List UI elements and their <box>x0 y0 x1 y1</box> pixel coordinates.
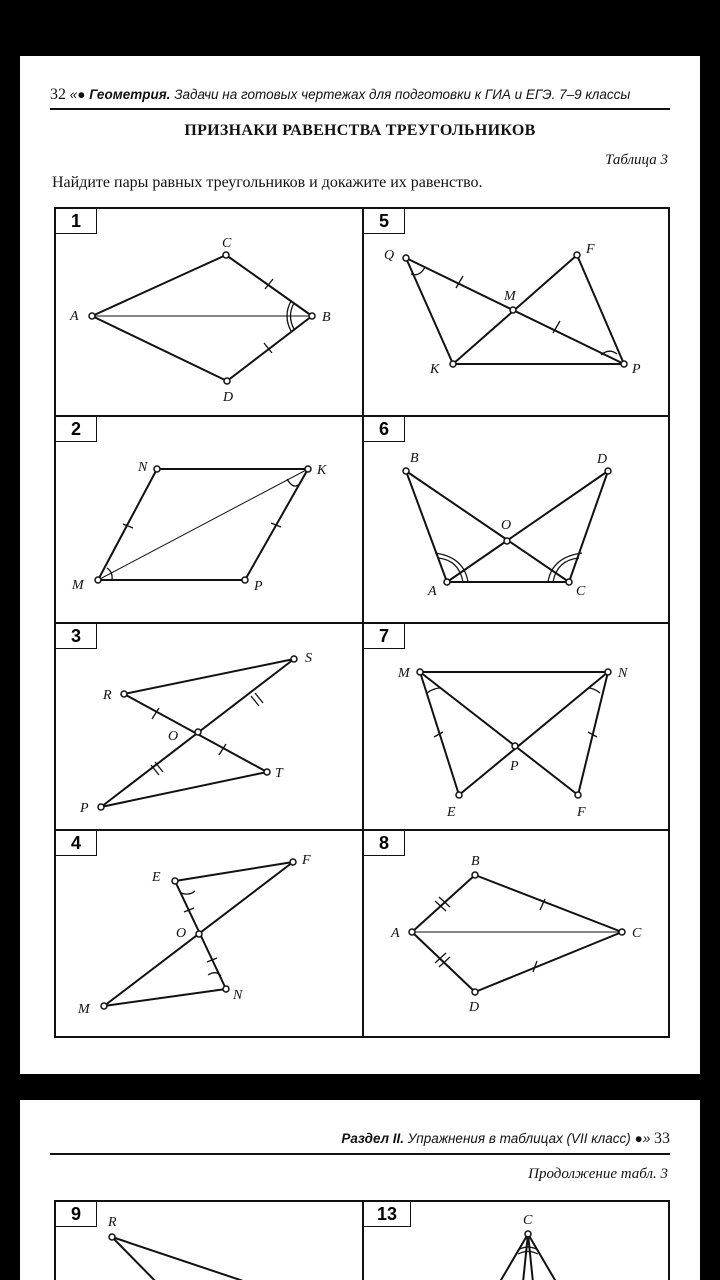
section-label: Раздел II. <box>341 1131 405 1146</box>
label-C: C <box>222 236 232 251</box>
task-text: Найдите пары равных треугольников и докажите их равенство. <box>52 174 483 191</box>
label-M: M <box>78 1002 90 1017</box>
figure-cell-7 <box>362 622 670 831</box>
figure-8-diagram <box>364 831 668 1036</box>
label-F: F <box>577 805 586 820</box>
label-B: B <box>410 451 419 466</box>
label-B: B <box>322 310 331 325</box>
figure-1-diagram <box>56 209 362 415</box>
label-N: N <box>138 460 148 475</box>
figure-4-diagram <box>56 831 362 1036</box>
figure-2-diagram <box>56 417 362 622</box>
table-label: Таблица 3 <box>605 152 668 168</box>
page-33 <box>20 1100 700 1280</box>
figure-cell-8 <box>362 829 670 1038</box>
section-title: ПРИЗНАКИ РАВЕНСТВА ТРЕУГОЛЬНИКОВ <box>184 122 536 139</box>
label-A: A <box>391 926 400 941</box>
header-rule <box>50 1153 670 1155</box>
figure-number-6: 6 <box>364 417 405 442</box>
label-N: N <box>618 666 628 681</box>
label-E: E <box>447 805 456 820</box>
label-C: C <box>576 584 586 599</box>
figure-cell-3 <box>54 622 364 831</box>
figure-cell-13 <box>362 1200 670 1280</box>
label-C: C <box>523 1213 533 1228</box>
figure-number-9: 9 <box>56 1202 97 1227</box>
running-header <box>341 1130 670 1148</box>
label-Q: Q <box>384 248 395 263</box>
label-O: O <box>168 729 179 744</box>
figure-number-7: 7 <box>364 624 405 649</box>
label-O: O <box>176 926 187 941</box>
label-O: O <box>501 518 512 533</box>
page-number: 32 <box>50 86 66 103</box>
label-P: P <box>80 801 89 816</box>
figure-number-1: 1 <box>56 209 97 234</box>
figure-7-diagram <box>364 624 668 829</box>
figure-9-diagram <box>56 1202 362 1280</box>
book-subtitle: Задачи на готовых чертежах для подготовки к ГИА и ЕГЭ. 7–9 классы <box>174 87 631 102</box>
label-M: M <box>504 289 516 304</box>
header-rule <box>50 108 670 110</box>
figure-3-diagram <box>56 624 362 829</box>
header-marks: ●» <box>634 1131 651 1146</box>
label-F: F <box>302 853 311 868</box>
page-32 <box>20 56 700 1074</box>
label-A: A <box>428 584 437 599</box>
figure-number-4: 4 <box>56 831 97 856</box>
label-S: S <box>305 651 312 666</box>
section-subtitle: Упражнения в таблицах (VII класс) <box>407 1131 631 1146</box>
label-N: N <box>233 988 243 1003</box>
running-header <box>50 86 670 104</box>
figure-cell-6 <box>362 415 670 624</box>
label-R: R <box>103 688 112 703</box>
figure-number-8: 8 <box>364 831 405 856</box>
table-label: Продолжение табл. 3 <box>528 1166 668 1182</box>
figure-cell-5 <box>362 207 670 417</box>
figure-grid <box>54 207 670 1038</box>
label-D: D <box>469 1000 480 1015</box>
label-T: T <box>275 766 283 781</box>
label-P: P <box>632 362 641 377</box>
label-D: D <box>223 390 234 405</box>
label-B: B <box>471 854 480 869</box>
label-M: M <box>398 666 410 681</box>
label-D: D <box>597 452 608 467</box>
figure-cell-2 <box>54 415 364 624</box>
label-R: R <box>108 1215 117 1230</box>
figure-5-diagram <box>364 209 668 415</box>
label-K: K <box>317 463 327 478</box>
label-E: E <box>152 870 161 885</box>
label-M: M <box>72 578 84 593</box>
figure-number-5: 5 <box>364 209 405 234</box>
page-number: 33 <box>654 1130 670 1147</box>
label-C: C <box>632 926 642 941</box>
label-P: P <box>254 579 263 594</box>
label-A: A <box>70 309 79 324</box>
figure-cell-9 <box>54 1200 364 1280</box>
header-marks: «● <box>69 87 86 102</box>
book-title: Геометрия. <box>89 87 171 102</box>
figure-number-13: 13 <box>364 1202 411 1227</box>
figure-cell-1 <box>54 207 364 417</box>
label-F: F <box>586 242 595 257</box>
label-K: K <box>430 362 440 377</box>
figure-number-2: 2 <box>56 417 97 442</box>
figure-6-diagram <box>364 417 668 622</box>
figure-number-3: 3 <box>56 624 97 649</box>
label-P: P <box>510 759 519 774</box>
figure-cell-4 <box>54 829 364 1038</box>
